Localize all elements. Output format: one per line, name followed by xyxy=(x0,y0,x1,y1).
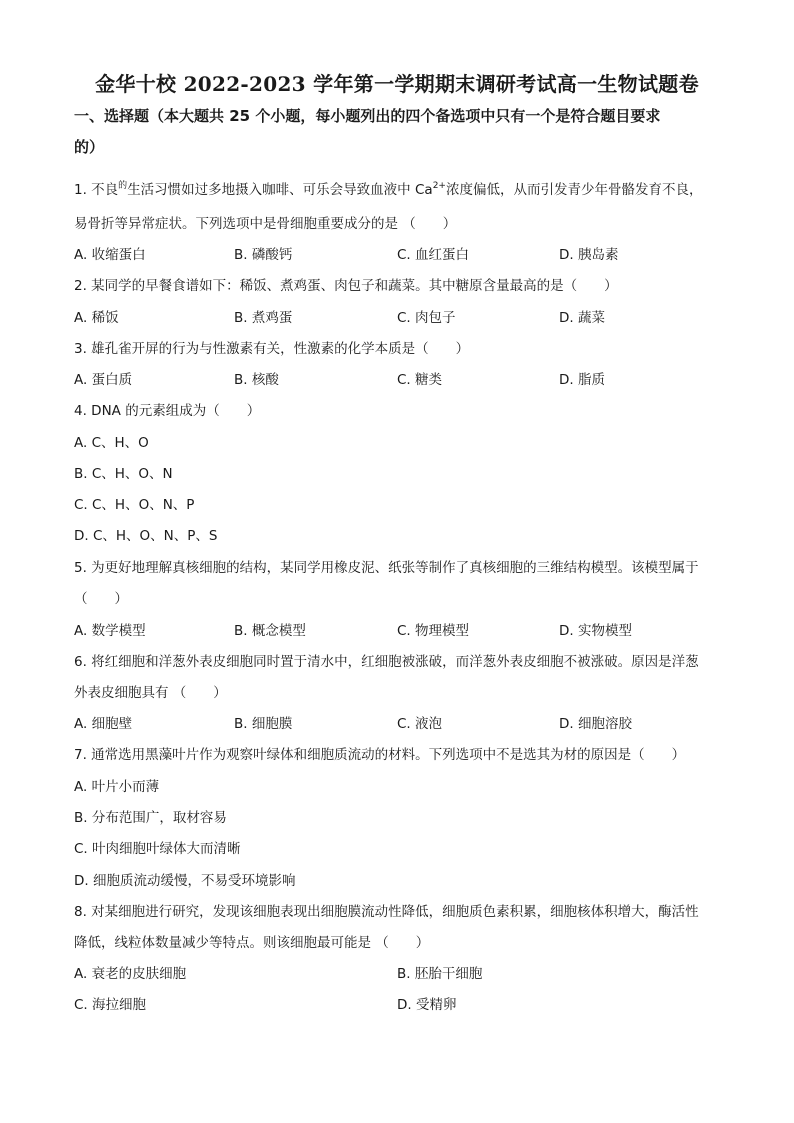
question-5-line-2: （ ） xyxy=(74,591,128,607)
question-6-option-d: D. 细胞溶胶 xyxy=(559,716,632,732)
question-1-options xyxy=(74,243,724,263)
question-1-line-1 xyxy=(74,178,724,198)
question-6-line-1: 6. 将红细胞和洋葱外表皮细胞同时置于清水中，红细胞被涨破，而洋葱外表皮细胞不被涨破。原因是洋葱 xyxy=(74,654,699,670)
question-8-option-a: A. 衰老的皮肤细胞 xyxy=(74,966,187,982)
question-3-option-d: D. 脂质 xyxy=(559,372,605,388)
question-1-superscript-de: 的 xyxy=(118,181,128,191)
question-1-option-b: B. 磷酸钙 xyxy=(234,247,293,263)
question-2-option-b: B. 煮鸡蛋 xyxy=(234,310,293,326)
question-2-options xyxy=(74,306,724,326)
question-5-options xyxy=(74,619,724,639)
question-3-option-a: A. 蛋白质 xyxy=(74,372,133,388)
question-5-option-b: B. 概念模型 xyxy=(234,623,306,639)
question-8-option-b: B. 胚胎干细胞 xyxy=(397,966,483,982)
section-heading-line-2: 的） xyxy=(74,138,105,156)
question-4-option-b: B. C、H、O、N xyxy=(74,466,173,482)
question-6-option-a: A. 细胞壁 xyxy=(74,716,133,732)
question-4-option-a: A. C、H、O xyxy=(74,435,149,451)
question-6-option-c: C. 液泡 xyxy=(397,716,443,732)
question-1-option-d: D. 胰岛素 xyxy=(559,247,619,263)
question-2-option-c: C. 肉包子 xyxy=(397,310,456,326)
calcium-charge-superscript: 2+ xyxy=(432,181,446,191)
question-5-option-c: C. 物理模型 xyxy=(397,623,470,639)
question-7-option-d: D. 细胞质流动缓慢，不易受环境影响 xyxy=(74,873,296,889)
question-6-options xyxy=(74,712,724,732)
page-title: 金华十校 2022-2023 学年第一学期期末调研考试高一生物试题卷 xyxy=(95,72,699,96)
question-1-option-a: A. 收缩蛋白 xyxy=(74,247,146,263)
question-7-option-b: B. 分布范围广，取材容易 xyxy=(74,810,227,826)
question-3-line-1: 3. 雄孔雀开屏的行为与性激素有关，性激素的化学本质是（ ） xyxy=(74,341,470,357)
question-4-option-d: D. C、H、O、N、P、S xyxy=(74,528,218,544)
question-6-option-b: B. 细胞膜 xyxy=(234,716,293,732)
question-2-option-d: D. 蔬菜 xyxy=(559,310,605,326)
section-heading-line-1: 一、选择题（本大题共 25 个小题，每小题列出的四个备选项中只有一个是符合题目要求 xyxy=(74,107,661,125)
question-3-options xyxy=(74,368,724,388)
question-8-option-c: C. 海拉细胞 xyxy=(74,997,147,1013)
question-3-option-b: B. 核酸 xyxy=(234,372,279,388)
question-8-options-row-2 xyxy=(74,993,724,1013)
question-5-line-1: 5. 为更好地理解真核细胞的结构，某同学用橡皮泥、纸张等制作了真核细胞的三维结构模型。该模型属于 xyxy=(74,560,699,576)
question-6-line-2: 外表皮细胞具有 （ ） xyxy=(74,685,227,701)
question-2-line-1: 2. 某同学的早餐食谱如下：稀饭、煮鸡蛋、肉包子和蔬菜。其中糖原含量最高的是（ ） xyxy=(74,278,618,294)
question-7-option-c: C. 叶肉细胞叶绿体大而清晰 xyxy=(74,841,241,857)
question-2-option-a: A. 稀饭 xyxy=(74,310,119,326)
question-7-option-a: A. 叶片小而薄 xyxy=(74,779,160,795)
question-1-text-a: 1. 不良 xyxy=(74,182,119,198)
question-3-option-c: C. 糖类 xyxy=(397,372,443,388)
question-1-option-c: C. 血红蛋白 xyxy=(397,247,470,263)
question-8-option-d: D. 受精卵 xyxy=(397,997,457,1013)
question-5-option-d: D. 实物模型 xyxy=(559,623,632,639)
question-4-option-c: C. C、H、O、N、P xyxy=(74,497,195,513)
question-5-option-a: A. 数学模型 xyxy=(74,623,146,639)
question-8-line-2: 降低，线粒体数量减少等特点。则该细胞最可能是 （ ） xyxy=(74,935,430,951)
question-1-line-2: 易骨折等异常症状。下列选项中是骨细胞重要成分的是 （ ） xyxy=(74,216,457,232)
question-1-text-b: 生活习惯如过多地摄入咖啡、可乐会导致血液中 Ca xyxy=(127,182,433,198)
question-8-line-1: 8. 对某细胞进行研究，发现该细胞表现出细胞膜流动性降低，细胞质色素积累，细胞核体积增大，酶活性 xyxy=(74,904,699,920)
question-1-text-c: 浓度偏低，从而引发青少年骨骼发育不良， xyxy=(445,182,703,198)
question-7-line-1: 7. 通常选用黑藻叶片作为观察叶绿体和细胞质流动的材料。下列选项中不是选其为材的原因是（ ） xyxy=(74,747,686,763)
question-8-options-row-1 xyxy=(74,962,724,982)
question-4-line-1: 4. DNA 的元素组成为（ ） xyxy=(74,403,261,419)
